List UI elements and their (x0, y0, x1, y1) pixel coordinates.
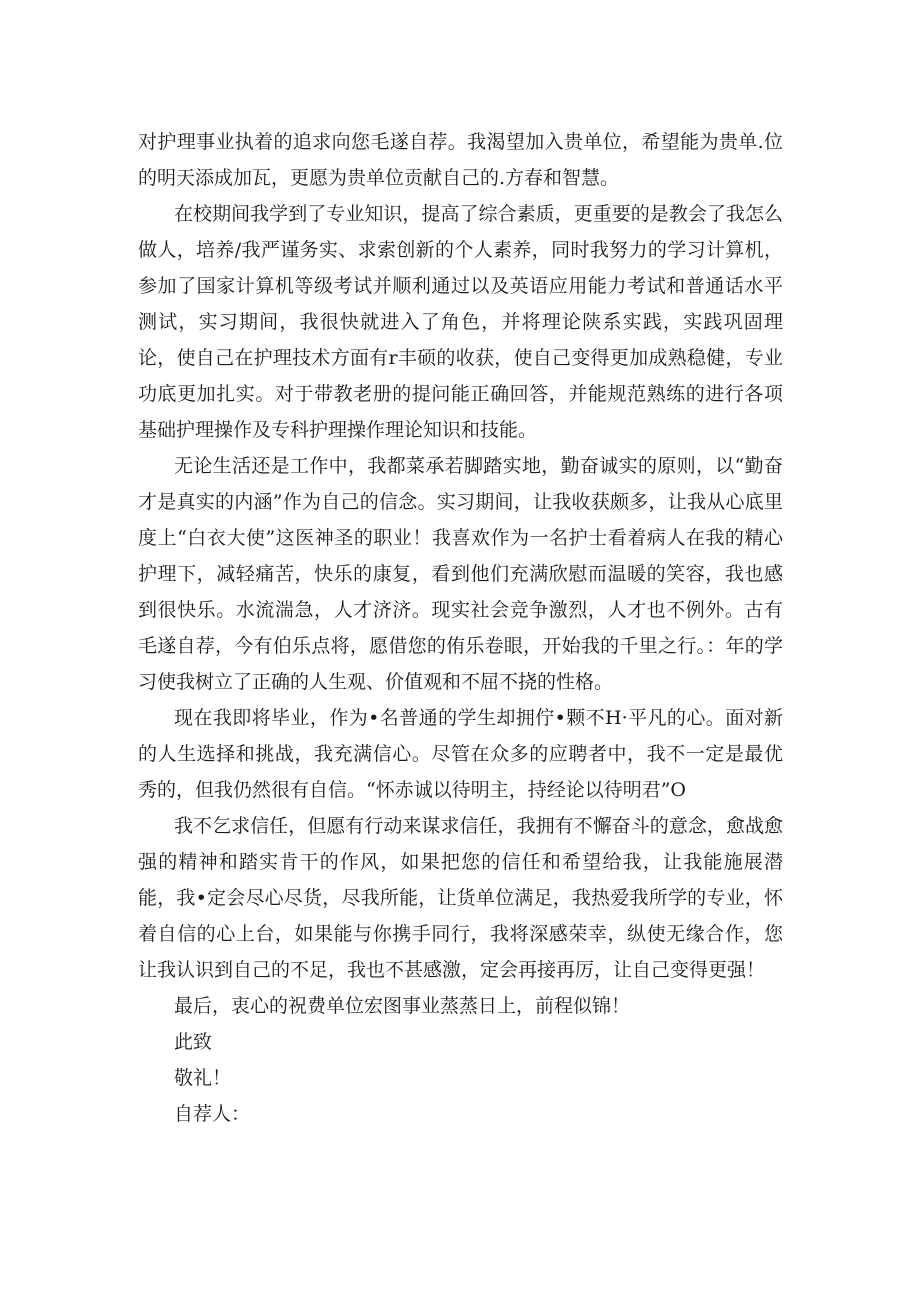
paragraph-education: 在校期间我学到了专业知识，提高了综合素质，更重要的是教会了我怎么做人，培养/我严谨务实、求索创新的个人素养，同时我努力的学习计算机，参加了国家计算机等级考试并顺利通过以及英语应用能力考试和普通话水平测试，实习期间，我很快就进入了角色，并将理论陕系实践，实践巩固理论，使自己在护理技术方面有r丰硕的收获，使自己变得更加成熟稳健，专业功底更加扎实。对于带教老册的提问能正确回答，并能规范熟练的进行各项基础护理操作及专科护理操作理论知识和技能。 (138, 203, 783, 441)
signature-label: 自荐人： (174, 1103, 251, 1125)
paragraph-opening-continuation: 对护理事业执着的追求向您毛遂自荐。我渴望加入贵单位，希望能为贵单.位的明天添成加瓦，更愿为贵单位贡献自己的.方春和智慧。 (138, 131, 783, 189)
letter-body (138, 124, 783, 1132)
paragraph-wishes: 最后，衷心的祝费单位宏图事业蒸蒸日上，前程似锦！ (174, 995, 631, 1017)
closing-regards: 敬礼！ (174, 1067, 232, 1089)
paragraph-work-attitude: 无论生活还是工作中，我都菜承若脚踏实地，勤奋诚实的原则，以“勤奋才是真实的内涵”作为自己的信念。实习期间，让我收获颇多，让我从心底里度上“白衣大使”这医神圣的职业！我喜欢作为一名护士看着病人在我的精心护理下，减轻痛苦，快乐的康复，看到他们充满欣慰而温暖的笑容，我也感到很快乐。水流湍急，人才济济。现实社会竞争激烈，人才也不例外。古有毛遂自荐，今有伯乐点将，愿借您的侑乐卷眼，开始我的千里之行。：年的学习使我树立了正确的人生观、价值观和不屈不挠的性格。 (138, 455, 783, 693)
paragraph-trust: 我不乞求信任，但愿有行动来谋求信任，我拥有不懈奋斗的意念，愈战愈强的精神和踏实肯干的作风，如果把您的信任和希望给我，让我能施展潜能，我•定会尽心尽货，尽我所能，让货单位满足，我热爱我所学的专业，怀着自信的心上台，如果能与你携手同行，我将深感荣幸，纵使无缘合作，您让我认识到自己的不足，我也不甚感激，定会再接再厉，让自己变得更强！ (138, 815, 783, 981)
paragraph-graduation: 现在我即将毕业，作为•名普通的学生却拥佇•颗不H·平凡的心。面对新的人生选择和挑战，我充满信心。尽管在众多的应聘者中，我不一定是最优秀的，但我仍然很有自信。“怀赤诚以待明主，持经论以待明君”O (138, 707, 783, 801)
closing-salutation: 此致 (174, 1031, 213, 1053)
